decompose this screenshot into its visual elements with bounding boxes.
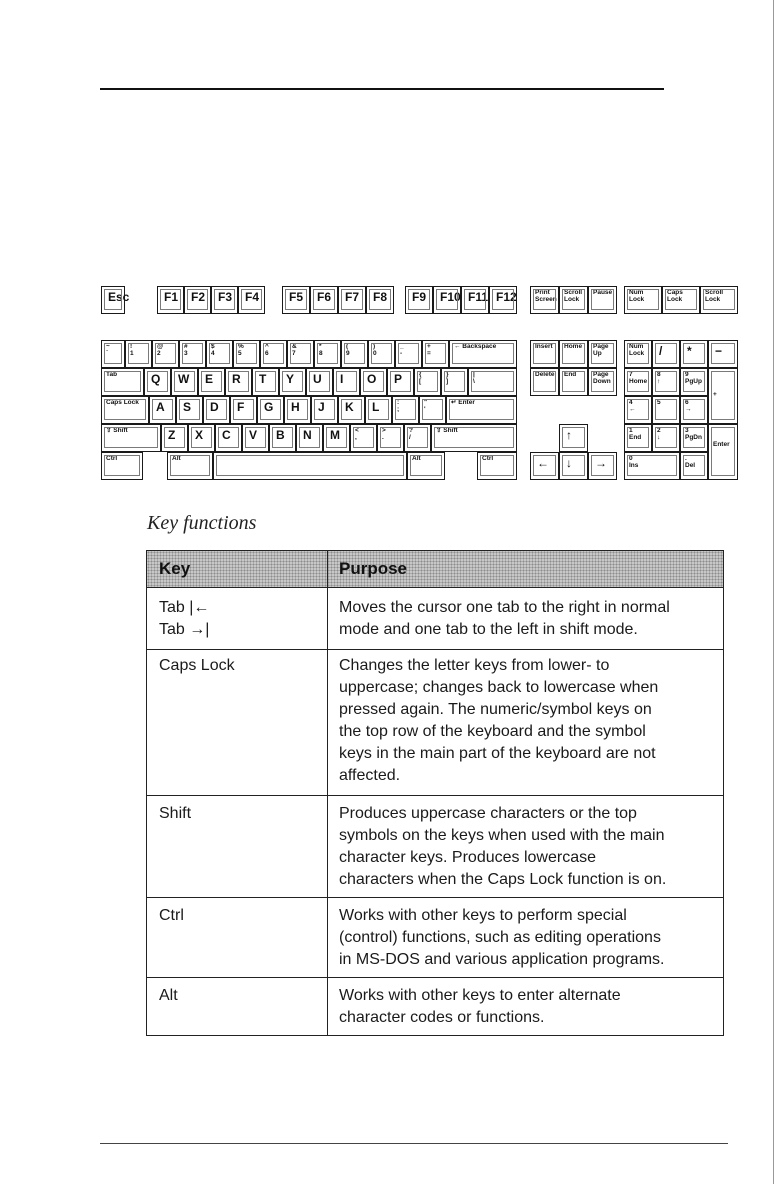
keyboard-key xyxy=(708,368,738,424)
key-label: J xyxy=(318,400,325,414)
key-label: + = xyxy=(427,343,431,357)
keyboard-key xyxy=(179,340,206,368)
keyboard-key xyxy=(652,424,680,452)
purpose-line: character codes or functions. xyxy=(339,1009,545,1026)
keyboard-key xyxy=(260,340,287,368)
row-ctrl-key xyxy=(159,905,184,927)
key-label: Insert xyxy=(535,343,553,350)
keyboard-key xyxy=(652,368,680,396)
keyboard-key xyxy=(624,368,652,396)
key-label: 7 Home xyxy=(629,371,648,385)
keyboard-key xyxy=(680,424,708,452)
keyboard-key xyxy=(530,286,559,314)
key-line: Alt xyxy=(159,987,178,1004)
key-label: F12 xyxy=(496,290,517,304)
keyboard-key xyxy=(350,424,377,452)
keyboard-key xyxy=(176,396,203,424)
key-label: Page Down xyxy=(593,371,611,385)
key-label: } ] xyxy=(446,371,449,385)
keyboard-key xyxy=(392,396,419,424)
row-alt-purpose xyxy=(339,985,723,1029)
keyboard-key xyxy=(530,368,559,396)
keyboard-key xyxy=(314,340,341,368)
table-header xyxy=(147,551,723,588)
purpose-line: symbols on the keys when used with the main xyxy=(339,827,665,844)
key-label: 3 PgDn xyxy=(685,427,702,441)
keyboard-key xyxy=(530,340,559,368)
footer-rule xyxy=(100,1143,728,1144)
key-label: F6 xyxy=(317,290,332,304)
key-label: 9 PgUp xyxy=(685,371,702,385)
key-label: ( 9 xyxy=(346,343,350,357)
keyboard-key xyxy=(213,452,407,480)
key-label: ? / xyxy=(409,427,413,441)
keyboard-key xyxy=(230,396,257,424)
key-label: Delete xyxy=(535,371,555,378)
key-label: 0 Ins xyxy=(629,455,639,469)
key-label: 2 ↓ xyxy=(657,427,661,441)
keyboard-key xyxy=(377,424,404,452)
purpose-line: in MS-DOS and various application programs. xyxy=(339,951,665,968)
key-label: F xyxy=(237,400,245,414)
row-divider xyxy=(147,977,723,978)
key-label: ) 0 xyxy=(373,343,377,357)
keyboard-key xyxy=(306,368,333,396)
keyboard-key xyxy=(624,340,652,368)
keyboard-key xyxy=(287,340,314,368)
key-label: " ' xyxy=(424,399,428,413)
purpose-line: Works with other keys to enter alternate xyxy=(339,987,621,1004)
key-label: > . xyxy=(382,427,386,441)
keyboard-key xyxy=(211,286,238,314)
key-label: V xyxy=(249,428,258,442)
key-label: : ; xyxy=(397,399,400,413)
keyboard-key xyxy=(680,452,708,480)
header-purpose: Purpose xyxy=(339,559,408,578)
key-label: X xyxy=(195,428,204,442)
keyboard-key xyxy=(446,396,517,424)
keyboard-key xyxy=(149,396,176,424)
keyboard-key xyxy=(441,368,468,396)
keyboard-key xyxy=(360,368,387,396)
keyboard-key xyxy=(489,286,517,314)
key-label: * xyxy=(687,344,692,358)
keyboard-key xyxy=(203,396,230,424)
key-label: → xyxy=(595,456,607,470)
keyboard-key xyxy=(468,368,517,396)
key-label: F1 xyxy=(164,290,179,304)
row-capslock-key xyxy=(159,655,235,677)
key-line: Shift xyxy=(159,805,192,822)
key-label: 1 End xyxy=(629,427,642,441)
keyboard-key xyxy=(206,340,233,368)
key-label: Y xyxy=(286,372,295,386)
keyboard-key xyxy=(233,340,260,368)
purpose-line: keys in the main part of the keyboard are not xyxy=(339,745,656,762)
keyboard-key xyxy=(161,424,188,452)
key-label: ↓ xyxy=(566,456,572,470)
keyboard-key xyxy=(559,424,588,452)
keyboard-key xyxy=(184,286,211,314)
key-label: C xyxy=(222,428,231,442)
key-label: R xyxy=(232,372,241,386)
key-label: * 8 xyxy=(319,343,323,357)
key-label: S xyxy=(183,400,192,414)
key-label: F3 xyxy=(218,290,233,304)
keyboard-key xyxy=(341,340,368,368)
keyboard-key xyxy=(652,396,680,424)
keyboard-key xyxy=(144,368,171,396)
purpose-line: pressed again. The numeric/symbol keys on xyxy=(339,701,652,718)
key-line: Ctrl xyxy=(159,907,184,924)
keyboard-key xyxy=(624,424,652,452)
key-label: G xyxy=(264,400,274,414)
key-functions-table xyxy=(146,550,724,1036)
keyboard-key xyxy=(624,396,652,424)
key-label: M xyxy=(330,428,340,442)
key-label: ! 1 xyxy=(130,343,134,357)
key-label: Num Lock xyxy=(629,289,645,303)
keyboard-key xyxy=(405,286,433,314)
key-label: $ 4 xyxy=(211,343,215,357)
key-label: ↵ Enter xyxy=(451,399,475,406)
key-label: Enter xyxy=(713,440,730,448)
row-tab-purpose xyxy=(339,597,723,641)
keyboard-diagram xyxy=(0,0,778,500)
key-label: 8 ↑ xyxy=(657,371,661,385)
keyboard-key xyxy=(414,368,441,396)
purpose-line: Works with other keys to perform special xyxy=(339,907,627,924)
key-label: + xyxy=(713,391,717,399)
keyboard-key xyxy=(433,286,461,314)
key-label: | \ xyxy=(473,371,475,385)
keyboard-key xyxy=(225,368,252,396)
keyboard-key xyxy=(188,424,215,452)
key-label: 4 ← xyxy=(629,399,636,413)
key-label: Print Screen xyxy=(535,289,557,303)
keyboard-key xyxy=(198,368,225,396)
keyboard-key xyxy=(559,368,588,396)
keyboard-key xyxy=(252,368,279,396)
key-label: K xyxy=(345,400,354,414)
key-label: / xyxy=(659,344,663,358)
purpose-line: the top row of the keyboard and the symbol xyxy=(339,723,646,740)
keyboard-key xyxy=(387,368,414,396)
table-caption: Key functions xyxy=(147,512,257,534)
keyboard-key xyxy=(157,286,184,314)
keyboard-key xyxy=(101,340,125,368)
keyboard-key xyxy=(101,452,143,480)
key-label: F5 xyxy=(289,290,304,304)
keyboard-key xyxy=(588,368,617,396)
key-label: _ - xyxy=(400,343,404,357)
key-label: ^ 6 xyxy=(265,343,269,357)
keyboard-key xyxy=(652,340,680,368)
keyboard-key xyxy=(708,424,738,480)
keyboard-key xyxy=(257,396,284,424)
row-capslock-purpose xyxy=(339,655,723,787)
key-label: Alt xyxy=(412,455,421,462)
key-label: Page Up xyxy=(593,343,609,357)
keyboard-key xyxy=(530,452,559,480)
keyboard-key xyxy=(700,286,738,314)
purpose-line: characters when the Caps Lock function is on. xyxy=(339,871,667,888)
purpose-line: uppercase; changes back to lowercase when xyxy=(339,679,659,696)
keyboard-key xyxy=(310,286,338,314)
keyboard-key xyxy=(662,286,700,314)
key-label: & 7 xyxy=(292,343,297,357)
keyboard-key xyxy=(449,340,517,368)
key-label: F10 xyxy=(440,290,461,304)
keyboard-key xyxy=(333,368,360,396)
keyboard-key xyxy=(422,340,449,368)
column-divider xyxy=(327,551,328,1035)
key-line: Tab |← xyxy=(159,599,210,616)
key-label: . Del xyxy=(685,455,696,469)
keyboard-key xyxy=(269,424,296,452)
key-label: F2 xyxy=(191,290,206,304)
keyboard-key xyxy=(680,368,708,396)
key-label: I xyxy=(340,372,344,386)
keyboard-key xyxy=(279,368,306,396)
keyboard-key xyxy=(284,396,311,424)
keyboard-key xyxy=(588,340,617,368)
purpose-line: affected. xyxy=(339,767,401,784)
key-label: H xyxy=(291,400,300,414)
key-label: ~ ` xyxy=(106,343,110,357)
key-label: Ctrl xyxy=(482,455,494,462)
key-label: F4 xyxy=(245,290,260,304)
header-key: Key xyxy=(159,559,191,578)
key-label: Caps Lock xyxy=(106,399,139,406)
keyboard-key xyxy=(708,340,738,368)
key-label: @ 2 xyxy=(157,343,164,357)
key-label: Esc xyxy=(108,290,130,304)
keyboard-key xyxy=(152,340,179,368)
keyboard-key xyxy=(407,452,445,480)
key-label: Pause xyxy=(593,289,613,296)
row-ctrl-purpose xyxy=(339,905,723,971)
key-label: ⇧ Shift xyxy=(436,427,458,434)
key-label: # 3 xyxy=(184,343,188,357)
key-label: { [ xyxy=(419,371,422,385)
keyboard-key xyxy=(338,396,365,424)
key-label: Scroll Lock xyxy=(564,289,583,303)
purpose-line: (control) functions, such as editing operations xyxy=(339,929,661,946)
keyboard-key xyxy=(559,340,588,368)
key-label: Num Lock xyxy=(629,343,645,357)
key-label: A xyxy=(156,400,165,414)
keyboard-key xyxy=(431,424,517,452)
key-label: F8 xyxy=(373,290,388,304)
keyboard-key xyxy=(588,286,617,314)
keyboard-key xyxy=(624,452,680,480)
keyboard-key xyxy=(366,286,394,314)
keyboard-key xyxy=(296,424,323,452)
key-label: F11 xyxy=(468,290,489,304)
key-label: O xyxy=(367,372,377,386)
key-label: L xyxy=(372,400,380,414)
key-label: 5 xyxy=(657,399,661,406)
key-label: B xyxy=(276,428,285,442)
keyboard-key xyxy=(419,396,446,424)
key-label: % 5 xyxy=(238,343,244,357)
keyboard-key xyxy=(282,286,310,314)
keyboard-key xyxy=(167,452,213,480)
row-alt-key xyxy=(159,985,178,1007)
key-label: Scroll Lock xyxy=(705,289,724,303)
keyboard-key xyxy=(323,424,350,452)
key-label: Tab xyxy=(106,371,118,378)
key-label: E xyxy=(205,372,214,386)
key-label: F9 xyxy=(412,290,427,304)
keyboard-key xyxy=(368,340,395,368)
keyboard-key xyxy=(338,286,366,314)
key-label: ⇧ Shift xyxy=(106,427,128,434)
keyboard-key xyxy=(588,452,617,480)
purpose-line: character keys. Produces lowercase xyxy=(339,849,596,866)
key-label: − xyxy=(715,344,723,358)
keyboard-key xyxy=(404,424,431,452)
key-label: T xyxy=(259,372,267,386)
keyboard-key xyxy=(171,368,198,396)
purpose-line: Produces uppercase characters or the top xyxy=(339,805,637,822)
key-label: F7 xyxy=(345,290,360,304)
row-tab-key xyxy=(159,597,209,641)
row-divider xyxy=(147,649,723,650)
keyboard-key xyxy=(101,424,161,452)
key-label: Alt xyxy=(172,455,181,462)
key-label: 6 → xyxy=(685,399,692,413)
keyboard-key xyxy=(125,340,152,368)
keyboard-key xyxy=(461,286,489,314)
key-label: P xyxy=(394,372,403,386)
keyboard-key xyxy=(215,424,242,452)
keyboard-key xyxy=(238,286,265,314)
key-label: D xyxy=(210,400,219,414)
purpose-line: Moves the cursor one tab to the right in normal xyxy=(339,599,670,616)
key-label: < , xyxy=(355,427,359,441)
key-label: ← xyxy=(537,456,549,470)
keyboard-key xyxy=(624,286,662,314)
key-label: Home xyxy=(564,343,583,350)
key-label: ← Backspace xyxy=(454,343,497,350)
key-label: ↑ xyxy=(566,428,572,442)
keyboard-key xyxy=(680,396,708,424)
purpose-line: mode and one tab to the left in shift mode. xyxy=(339,621,638,638)
keyboard-key xyxy=(477,452,517,480)
key-label: N xyxy=(303,428,312,442)
key-line: Tab →| xyxy=(159,621,210,638)
key-label: End xyxy=(564,371,577,378)
keyboard-key xyxy=(311,396,338,424)
row-shift-purpose xyxy=(339,803,723,891)
row-divider xyxy=(147,897,723,898)
key-line: Caps Lock xyxy=(159,657,235,674)
key-label: W xyxy=(178,372,190,386)
row-shift-key xyxy=(159,803,191,825)
purpose-line: Changes the letter keys from lower- to xyxy=(339,657,610,674)
key-label: U xyxy=(313,372,322,386)
keyboard-key xyxy=(242,424,269,452)
key-label: Ctrl xyxy=(106,455,118,462)
keyboard-key xyxy=(395,340,422,368)
key-label: Z xyxy=(168,428,176,442)
keyboard-key xyxy=(680,340,708,368)
keyboard-key xyxy=(101,286,130,314)
keyboard-key xyxy=(559,452,588,480)
keyboard-key xyxy=(365,396,392,424)
keyboard-key xyxy=(559,286,588,314)
key-label: Q xyxy=(151,372,161,386)
row-divider xyxy=(147,795,723,796)
key-label: Caps Lock xyxy=(667,289,683,303)
keyboard-key xyxy=(101,368,144,396)
keyboard-key xyxy=(101,396,149,424)
